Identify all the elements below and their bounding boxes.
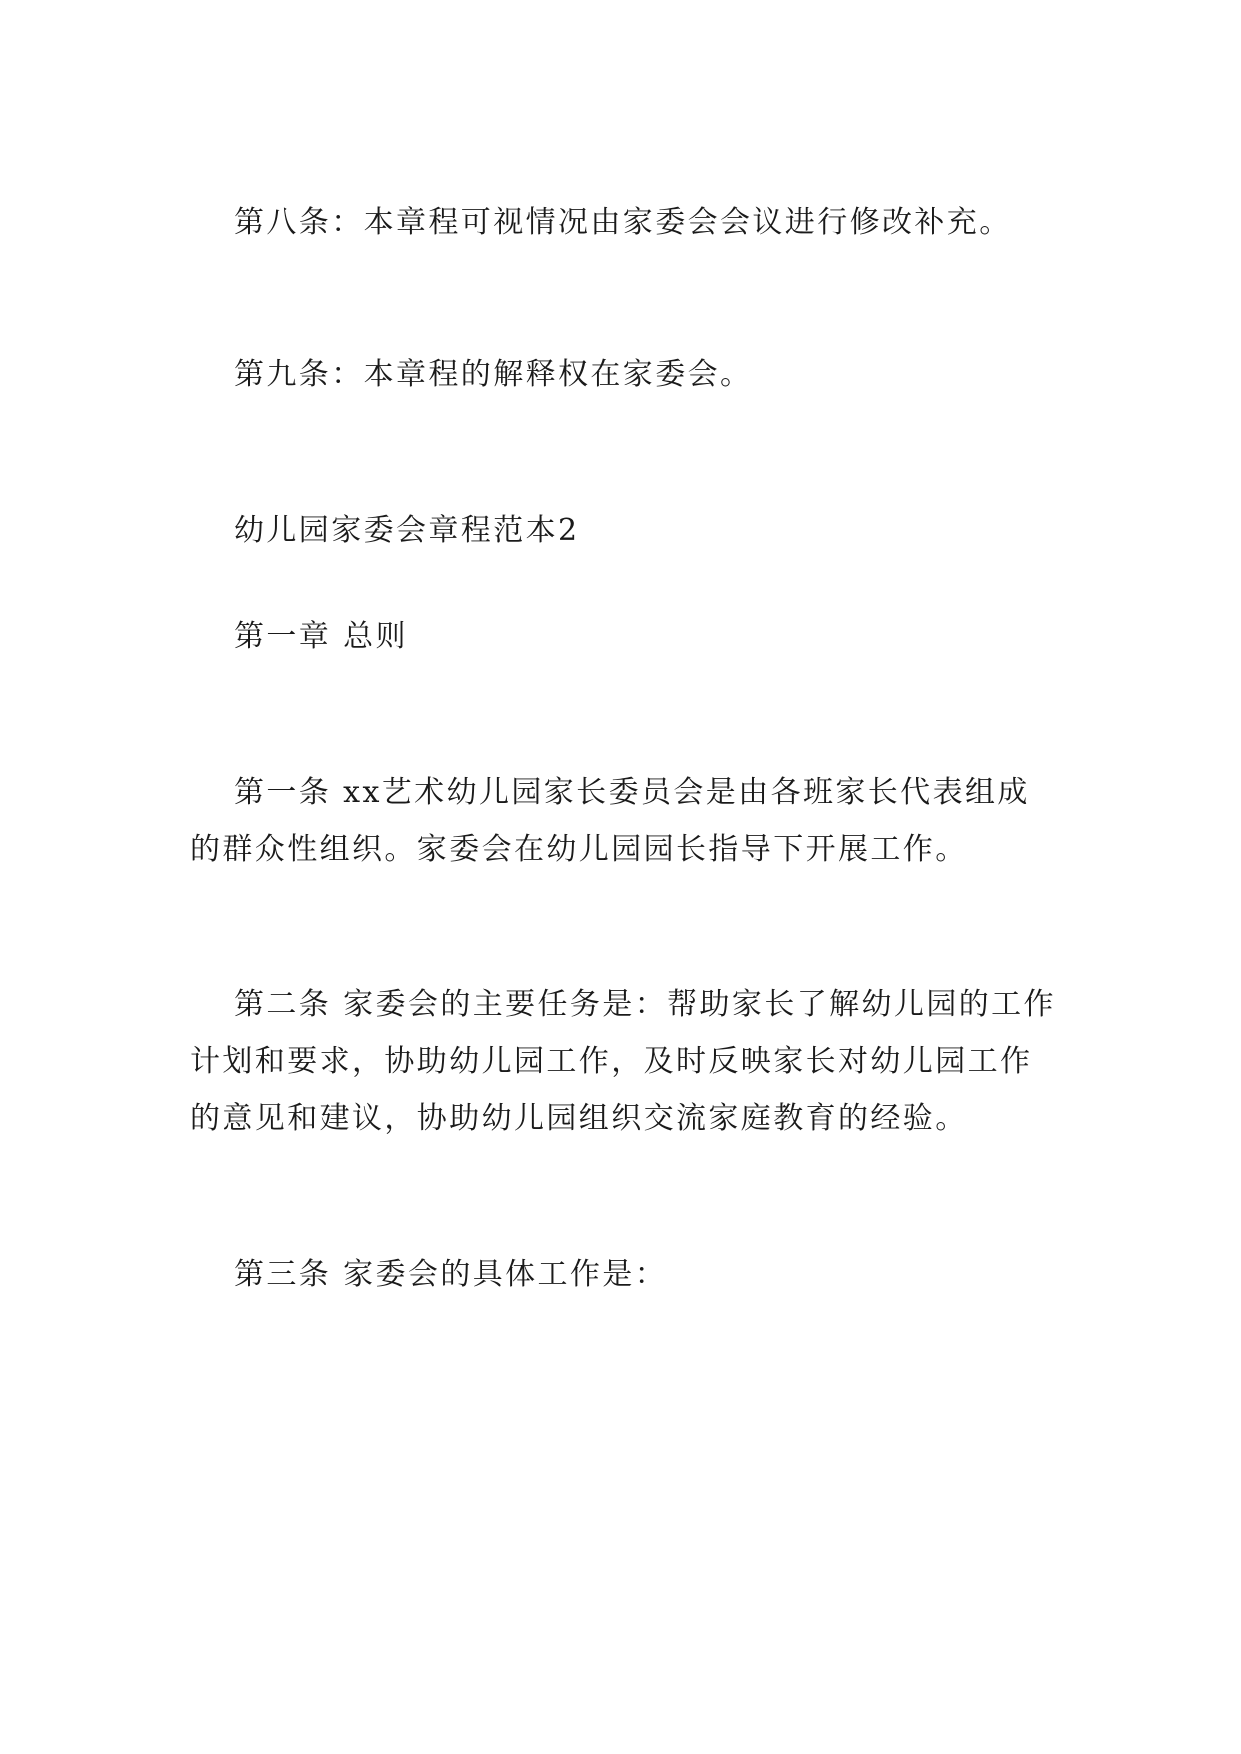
article-8-paragraph (190, 194, 1060, 251)
article-3-text: 第三条 家委会的具体工作是： (234, 1257, 668, 1292)
article-3-paragraph (190, 1246, 1060, 1303)
article-8-text: 第八条：本章程可视情况由家委会会议进行修改补充。 (234, 205, 1012, 240)
article-2-paragraph (190, 976, 1060, 1147)
article-2-text: 第二条 家委会的主要任务是：帮助家长了解幼儿园的工作计划和要求，协助幼儿园工作，及时反映家长对幼儿园工作的意见和建议，协助幼儿园组织交流家庭教育的经验。 (190, 987, 1056, 1136)
chapter-1-heading-text: 第一章 总则 (234, 619, 408, 654)
article-1-paragraph (190, 764, 1060, 878)
section-title-text: 幼儿园家委会章程范本2 (234, 513, 580, 548)
section-title-paragraph (190, 502, 1060, 559)
article-1-text: 第一条 xx艺术幼儿园家长委员会是由各班家长代表组成的群众性组织。家委会在幼儿园园长指导下开展工作。 (190, 775, 1030, 867)
article-9-text: 第九条：本章程的解释权在家委会。 (234, 357, 753, 392)
article-9-paragraph (190, 346, 1060, 403)
chapter-1-heading-paragraph (190, 608, 1060, 665)
